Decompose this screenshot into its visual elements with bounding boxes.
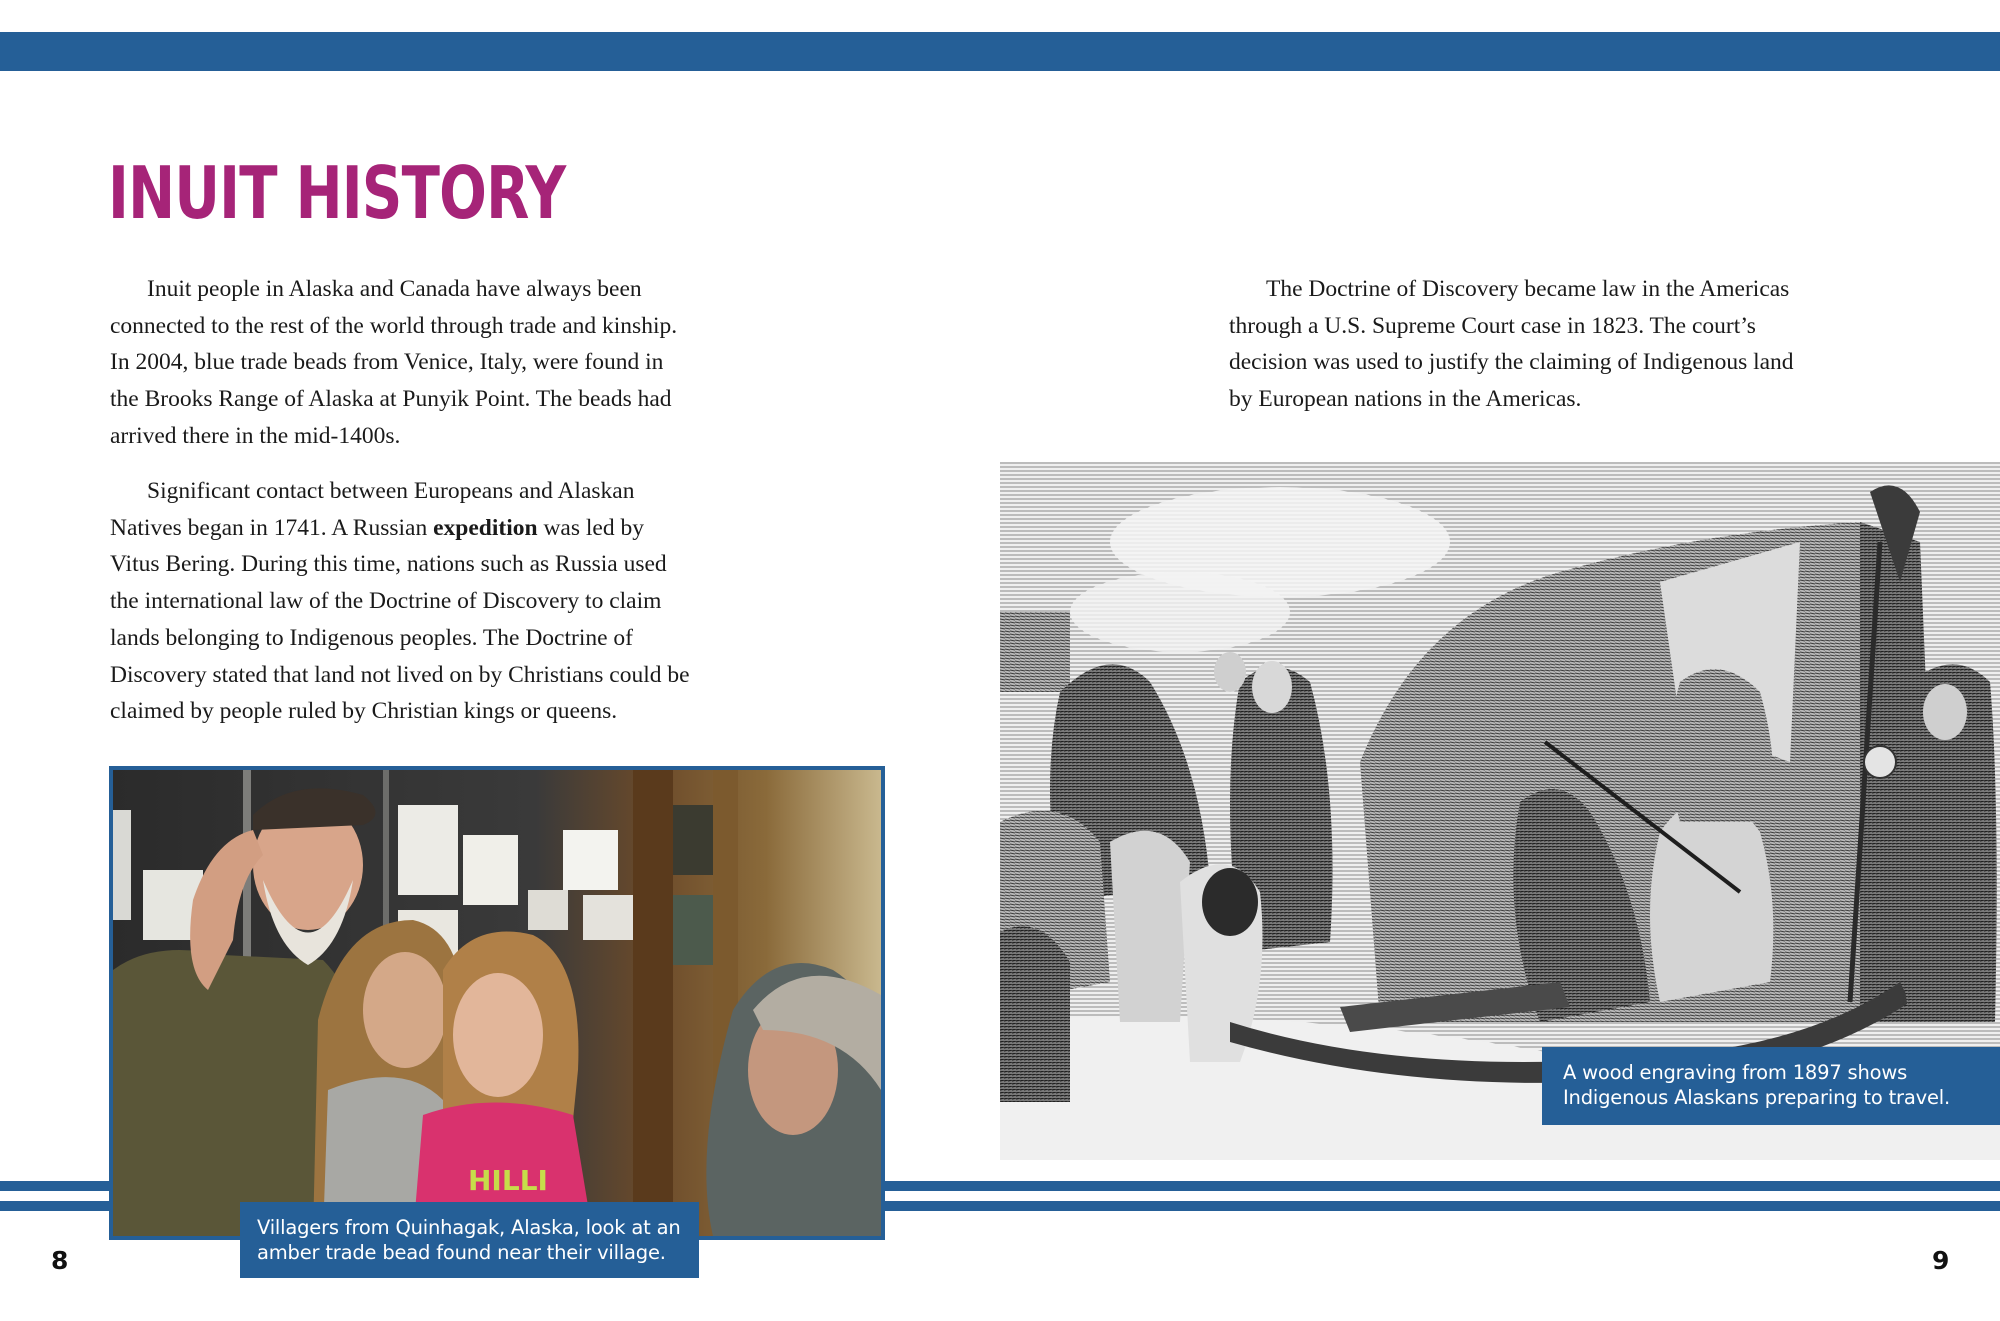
caption-line: Indigenous Alaskans preparing to travel.	[1563, 1086, 1950, 1109]
text-line: arrived there in the mid-1400s.	[110, 422, 401, 449]
text-line	[110, 510, 690, 547]
text-line: Inuit people in Alaska and Canada have always been	[147, 276, 642, 302]
text-line: decision was used to justify the claiming of Indigenous land	[1229, 349, 1794, 376]
villagers-photo	[109, 766, 885, 1240]
text-line: In 2004, blue trade beads from Venice, Italy, were found in	[110, 349, 664, 376]
text-line: The Doctrine of Discovery became law in the Americas	[1266, 276, 1790, 302]
page-title: INUIT HISTORY	[108, 151, 566, 235]
text-line: the Brooks Range of Alaska at Punyik Point. The beads had	[110, 386, 672, 413]
photo-image	[113, 770, 881, 1236]
paragraph-trade-kinship	[110, 271, 677, 455]
text-line: Discovery stated that land not lived on by Christians could be	[110, 661, 690, 688]
caption-line: Villagers from Quinhagak, Alaska, look at an	[257, 1216, 681, 1239]
text-line: by European nations in the Americas.	[1229, 386, 1582, 413]
glossary-term-expedition: expedition	[433, 514, 538, 541]
text-line: claimed by people ruled by Christian kings or queens.	[110, 698, 618, 725]
text-fragment: Natives began in 1741. A Russian	[110, 514, 434, 541]
text-fragment: was led by	[537, 514, 644, 541]
text-line: through a U.S. Supreme Court case in 1823. The court’s	[1229, 312, 1756, 339]
svg-text:HILLI: HILLI	[468, 1164, 548, 1197]
text-line: Vitus Bering. During this time, nations such as Russia used	[110, 551, 667, 578]
engraving-caption	[1542, 1047, 2000, 1125]
paragraph-european-contact	[110, 473, 690, 730]
top-header-bar	[0, 32, 2000, 71]
text-line: the international law of the Doctrine of Discovery to claim	[110, 588, 662, 615]
photo-caption-villagers	[240, 1202, 699, 1278]
page-number-right: 9	[1932, 1246, 1950, 1275]
text-line: Significant contact between Europeans and Alaskan	[147, 478, 635, 504]
text-line: connected to the rest of the world through trade and kinship.	[110, 312, 678, 339]
text-line: lands belonging to Indigenous peoples. The Doctrine of	[110, 624, 633, 651]
paragraph-doctrine-law	[1229, 271, 1794, 418]
caption-line: A wood engraving from 1897 shows	[1563, 1061, 1908, 1084]
page-number-left: 8	[51, 1246, 69, 1275]
caption-line: amber trade bead found near their village.	[257, 1241, 666, 1264]
